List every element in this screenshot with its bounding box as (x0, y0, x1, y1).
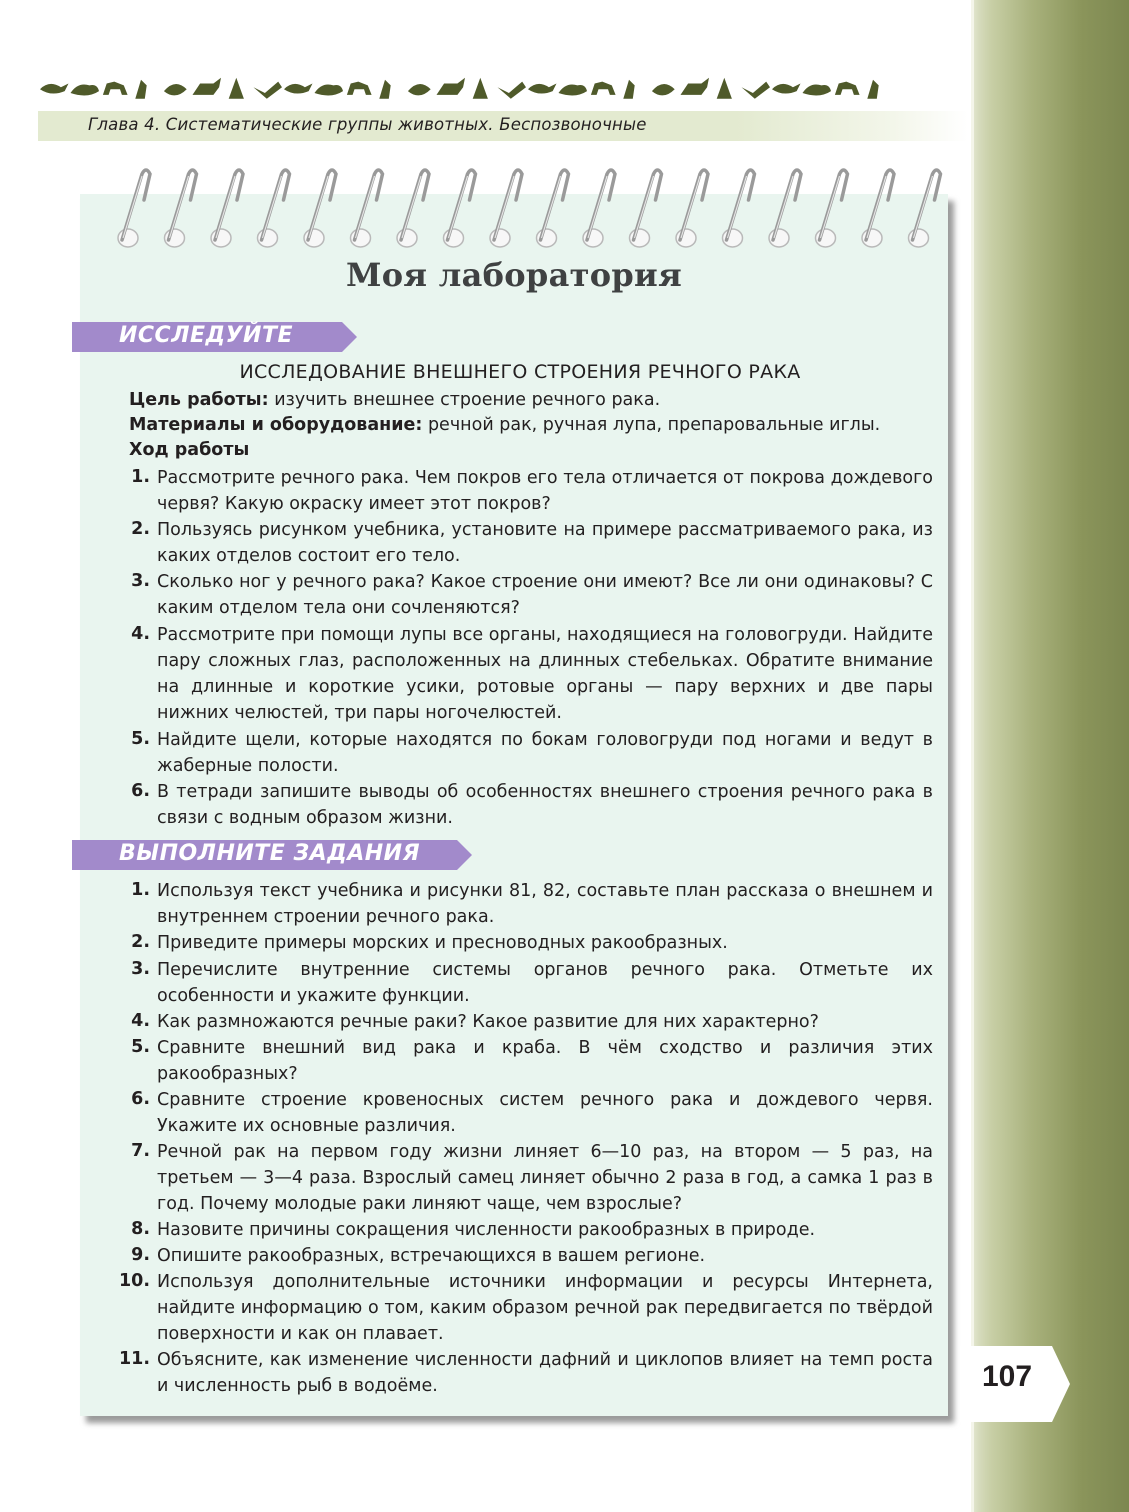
goal-text: изучить внешнее строение речного рака. (268, 390, 661, 410)
list-item: Перечислите внутренние системы органов речного рака. Отметьте их особенности и укажите функции. (157, 960, 933, 1006)
list-item: Сколько ног у речного рака? Какое строение они имеют? Все ли они одинаковы? С каким отделом тела они сочленяются? (157, 572, 933, 618)
task-number: 5. (131, 1037, 150, 1057)
step-number: 6. (131, 781, 150, 801)
list-item: Как размножаются речные раки? Какое развитие для них характерно? (157, 1012, 819, 1032)
task-number: 10. (118, 1271, 150, 1291)
list-item: Пользуясь рисунком учебника, установите на примере рассматриваемого рака, из каких отделов состоит его тело. (157, 520, 933, 566)
tasks-banner (72, 840, 472, 870)
materials-label: Материалы и оборудование: (129, 415, 423, 435)
list-item: Сравните внешний вид рака и краба. В чём сходство и различия этих ракообразных? (157, 1038, 933, 1084)
list-item: Рассмотрите при помощи лупы все органы, находящиеся на головогруди. Найдите пару сложных глаз, расположенных на длинных стебельках. Обратите внимание на длинные и короткие усики, ротовые органы — пару верхних и две пары нижних челюстей, три пары ногочелюстей. (157, 625, 933, 723)
chapter-title: Глава 4. Систематические группы животных. Беспозвоночные (88, 115, 647, 134)
list-item: Назовите причины сокращения численности ракообразных в природе. (157, 1220, 816, 1240)
task-number: 9. (131, 1245, 150, 1265)
step-number: 5. (131, 729, 150, 749)
task-number: 6. (131, 1089, 150, 1109)
procedure-label: Ход работы (129, 440, 250, 460)
goal-label: Цель работы: (129, 390, 269, 410)
task-number: 1. (131, 880, 150, 900)
step-number: 2. (131, 519, 150, 539)
list-item: Рассмотрите речного рака. Чем покров его тела отличается от покрова дождевого червя? Какую окраску имеет этот покров? (157, 468, 933, 514)
list-item: Найдите щели, которые находятся по бокам головогруди под ногами и ведут в жаберные полости. (157, 730, 933, 776)
goal-line (129, 388, 660, 413)
experiment-heading: ИССЛЕДОВАНИЕ ВНЕШНЕГО СТРОЕНИЯ РЕЧНОГО РАКА (239, 361, 801, 383)
step-number: 1. (131, 467, 150, 487)
task-number: 2. (131, 932, 150, 952)
task-number: 8. (131, 1219, 150, 1239)
animal-silhouettes-strip (40, 72, 900, 104)
list-item: Опишите ракообразных, встречающихся в вашем регионе. (157, 1246, 706, 1266)
step-number: 3. (131, 571, 150, 591)
task-number: 4. (131, 1011, 150, 1031)
investigate-banner (72, 322, 357, 352)
lab-title: Моя лаборатория (345, 256, 683, 294)
task-number: 7. (131, 1141, 150, 1161)
list-item: Сравните строение кровеносных систем речного рака и дождевого червя. Укажите их основные различия. (157, 1090, 933, 1136)
list-item: Используя текст учебника и рисунки 81, 82, составьте план рассказа о внешнем и внутреннем строении речного рака. (157, 881, 933, 927)
page-number: 107 (981, 1360, 1033, 1393)
step-number: 4. (131, 624, 150, 644)
page-edge-decoration (971, 0, 1129, 1512)
list-item: Используя дополнительные источники информации и ресурсы Интернета, найдите информацию о том, каким образом речной рак передвигается по твёрдой поверхности и как он плавает. (157, 1272, 933, 1344)
investigate-banner-label: ИССЛЕДУЙТЕ (119, 323, 294, 348)
list-item: В тетради запишите выводы об особенностях внешнего строения речного рака в связи с водным образом жизни. (157, 782, 933, 828)
tasks-banner-label: ВЫПОЛНИТЕ ЗАДАНИЯ (119, 841, 421, 866)
list-item: Приведите примеры морских и пресноводных ракообразных. (157, 933, 728, 953)
materials-text: речной рак, ручная лупа, препаровальные иглы. (422, 415, 881, 435)
list-item: Речной рак на первом году жизни линяет 6—10 раз, на втором — 5 раз, на третьем — 3—4 раза. Взрослый самец линяет обычно 2 раза в год, а самка 1 раз в год. Почему молодые раки линяют чаще, чем взрослые? (157, 1142, 933, 1214)
spiral-binding-icon (108, 160, 948, 255)
procedure-label-line (129, 438, 249, 463)
materials-line (129, 413, 880, 438)
task-number: 11. (118, 1349, 150, 1369)
list-item: Объясните, как изменение численности дафний и циклопов влияет на темп роста и численность рыб в водоёме. (157, 1350, 933, 1396)
task-number: 3. (131, 959, 150, 979)
